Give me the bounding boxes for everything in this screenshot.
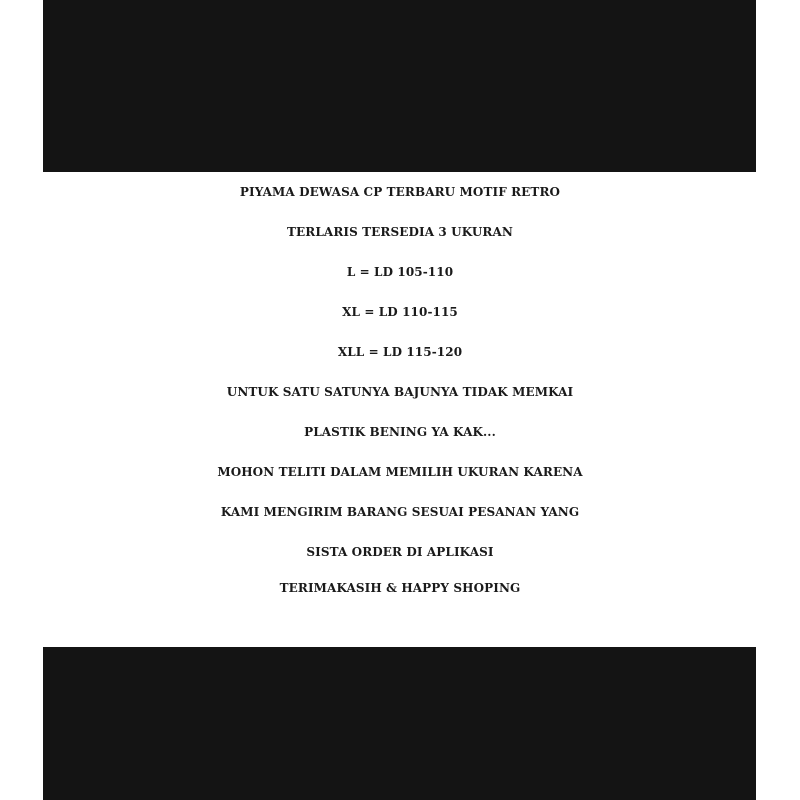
product-description-text — [0, 172, 800, 647]
notice-line-2: KAMI MENGIRIM BARANG SESUAI PESANAN YANG — [220, 505, 580, 519]
size-l-line: L = LD 105-110 — [346, 265, 454, 279]
closing-line: TERIMAKASIH & HAPPY SHOPING — [279, 581, 521, 595]
note-line-2: PLASTIK BENING YA KAK... — [304, 425, 496, 439]
top-black-bar — [43, 0, 756, 172]
bottom-black-bar — [43, 647, 756, 800]
size-xll-line: XLL = LD 115-120 — [337, 345, 463, 359]
note-line-1: UNTUK SATU SATUNYA BAJUNYA TIDAK MEMKAI — [226, 385, 574, 399]
notice-line-1: MOHON TELITI DALAM MEMILIH UKURAN KARENA — [217, 465, 583, 479]
title-line: PIYAMA DEWASA CP TERBARU MOTIF RETRO — [239, 185, 561, 199]
size-xl-line: XL = LD 110-115 — [342, 305, 458, 319]
subtitle-line: TERLARIS TERSEDIA 3 UKURAN — [287, 225, 513, 239]
notice-line-3: SISTA ORDER DI APLIKASI — [306, 545, 494, 559]
